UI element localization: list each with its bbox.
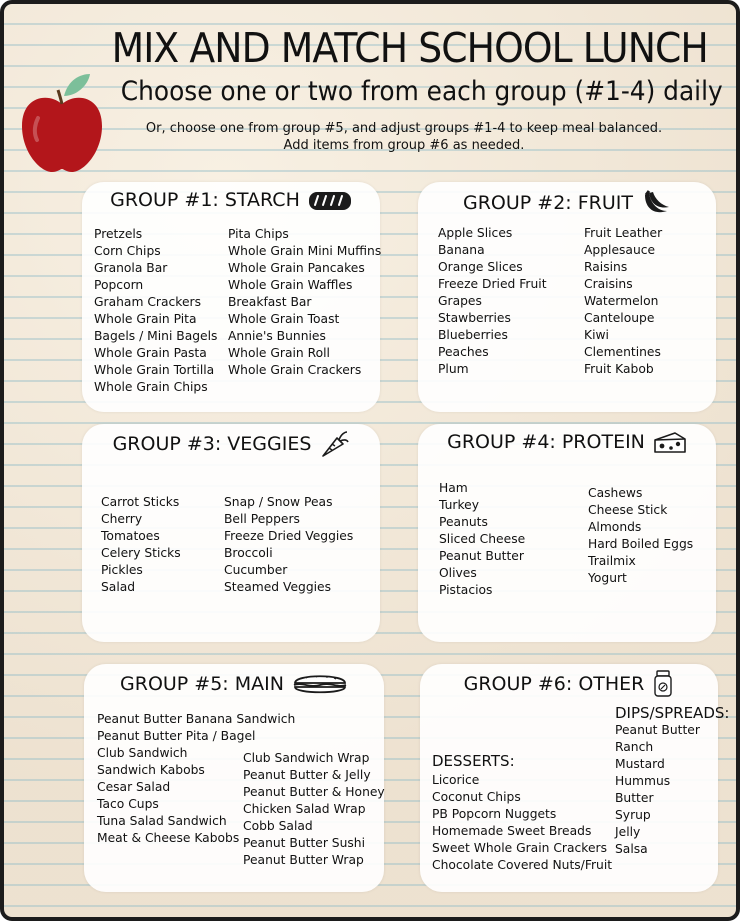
banana-icon [641,189,671,217]
list-item: PB Popcorn Nuggets [432,807,557,821]
instruction-line-2: Add items from group #6 as needed. [283,138,525,153]
list-item: Craisins [584,277,633,291]
group-starch-title [82,189,380,211]
group-starch-list-1 [94,226,217,396]
list-item: Jelly [615,825,641,839]
list-item: Popcorn [94,278,144,292]
list-item: Whole Grain Pita [94,312,197,326]
list-item: Annie's Bunnies [228,329,326,343]
list-item: Homemade Sweet Breads [432,824,592,838]
list-item: Sweet Whole Grain Crackers [432,841,607,855]
group-protein-heading: GROUP #4: PROTEIN [447,431,645,453]
list-item: Steamed Veggies [224,580,332,594]
list-item: Watermelon [584,294,659,308]
list-item: Cesar Salad [97,780,171,794]
list-item: Whole Grain Waffles [228,278,353,292]
group-veggies-list-1 [101,494,181,596]
list-item: Applesauce [584,243,656,257]
page-title: MIX AND MATCH SCHOOL LUNCH [111,24,708,72]
group-veggies-list-2 [224,494,353,596]
list-item: Salad [101,580,136,594]
list-item: Cobb Salad [243,819,313,833]
list-item: Licorice [432,773,480,787]
carrot-icon [319,430,349,458]
group-veggies-heading: GROUP #3: VEGGIES [112,433,312,455]
list-item: Whole Grain Roll [228,346,330,360]
desserts-list [432,772,612,874]
list-item: Chicken Salad Wrap [243,802,366,816]
group-starch-card [82,182,380,412]
list-item: Whole Grain Tortilla [94,363,215,377]
bread-icon [308,189,352,211]
list-item: Broccoli [224,546,273,560]
list-item: Club Sandwich [97,746,188,760]
list-item: Whole Grain Chips [94,380,208,394]
group-other-card [420,664,730,892]
list-item: Canteloupe [584,311,655,325]
list-item: Granola Bar [94,261,168,275]
instructions [124,120,684,154]
list-item: Coconut Chips [432,790,521,804]
list-item: Pistacios [439,583,493,597]
list-item: Cucumber [224,563,288,577]
list-item: Hummus [615,774,671,788]
list-item: Whole Grain Toast [228,312,340,326]
sandwich-icon [292,671,348,697]
list-item: Corn Chips [94,244,161,258]
list-item: Whole Grain Mini Muffins [228,244,382,258]
list-item: Cashews [588,486,643,500]
group-other-heading: GROUP #6: OTHER [463,673,645,695]
group-fruit-list-2 [584,225,662,378]
list-item: Pita Chips [228,227,289,241]
list-item: Snap / Snow Peas [224,495,333,509]
instruction-line-1: Or, choose one from group #5, and adjust groups #1-4 to keep meal balanced. [145,121,663,136]
list-item: Salsa [615,842,648,856]
group-fruit-card [418,182,716,412]
group-protein-list-2 [588,485,693,587]
list-item: Kiwi [584,328,609,342]
list-item: Chocolate Covered Nuts/Fruit [432,858,613,872]
list-item: Peaches [438,345,489,359]
list-item: Peanut Butter & Jelly [243,768,371,782]
list-item: Fruit Leather [584,226,663,240]
list-item: Graham Crackers [94,295,201,309]
list-item: Cherry [101,512,143,526]
list-item: Banana [438,243,485,257]
list-item: Blueberries [438,328,508,342]
list-item: Orange Slices [438,260,523,274]
list-item: Ranch [615,740,654,754]
list-item: Freeze Dried Fruit [438,277,547,291]
list-item: Apple Slices [438,226,513,240]
list-item: Peanut Butter Banana Sandwich [97,712,296,726]
list-item: Peanut Butter Pita / Bagel [97,729,256,743]
list-item: Peanut Butter [615,723,700,737]
list-item: Peanut Butter [439,549,524,563]
desserts-heading: DESSERTS: [432,752,515,770]
list-item: Tuna Salad Sandwich [97,814,227,828]
list-item: Peanut Butter & Honey [243,785,385,799]
group-main-card [84,664,384,892]
list-item: Peanuts [439,515,488,529]
group-fruit-heading: GROUP #2: FRUIT [463,192,633,214]
list-item: Grapes [438,294,482,308]
list-item: Celery Sticks [101,546,181,560]
list-item: Peanut Butter Sushi [243,836,366,850]
list-item: Tomatoes [101,529,160,543]
cheese-icon [653,430,687,454]
list-item: Whole Grain Crackers [228,363,362,377]
list-item: Ham [439,481,468,495]
list-item: Plum [438,362,469,376]
jar-icon [652,670,674,698]
group-veggies-title [82,430,380,458]
list-item: Mustard [615,757,665,771]
apple-icon [18,70,106,174]
list-item: Pickles [101,563,143,577]
group-fruit-title [418,189,716,217]
list-item: Turkey [439,498,480,512]
group-other-title [420,670,718,698]
list-item: Peanut Butter Wrap [243,853,364,867]
list-item: Almonds [588,520,642,534]
list-item: Olives [439,566,477,580]
list-item: Meat & Cheese Kabobs [97,831,240,845]
list-item: Clementines [584,345,661,359]
list-item: Trailmix [588,554,636,568]
group-main-heading: GROUP #5: MAIN [120,673,284,695]
list-item: Whole Grain Pasta [94,346,207,360]
group-veggies-card [82,424,380,642]
group-protein-card [418,424,716,642]
list-item: Club Sandwich Wrap [243,751,370,765]
list-item: Whole Grain Pancakes [228,261,365,275]
list-item: Bell Peppers [224,512,300,526]
list-item: Syrup [615,808,651,822]
list-item: Freeze Dried Veggies [224,529,354,543]
dips-heading: DIPS/SPREADS: [615,704,730,722]
list-item: Stawberries [438,311,511,325]
list-item: Raisins [584,260,628,274]
list-item: Sliced Cheese [439,532,526,546]
group-starch-list-2 [228,226,381,379]
group-starch-heading: GROUP #1: STARCH [110,189,300,211]
list-item: Taco Cups [97,797,159,811]
group-protein-title [418,430,716,454]
list-item: Hard Boiled Eggs [588,537,694,551]
group-protein-list-1 [439,480,525,599]
list-item: Fruit Kabob [584,362,654,376]
list-item: Carrot Sticks [101,495,180,509]
list-item: Breakfast Bar [228,295,312,309]
dips-list [615,722,700,858]
list-item: Bagels / Mini Bagels [94,329,218,343]
list-item: Sandwich Kabobs [97,763,205,777]
list-item: Butter [615,791,654,805]
group-main-title [84,671,384,697]
list-item: Yogurt [588,571,627,585]
group-fruit-list-1 [438,225,547,378]
list-item: Pretzels [94,227,143,241]
list-item: Cheese Stick [588,503,668,517]
group-main-list-2 [243,750,385,869]
page-subtitle: Choose one or two from each group (#1-4) daily [120,76,723,107]
